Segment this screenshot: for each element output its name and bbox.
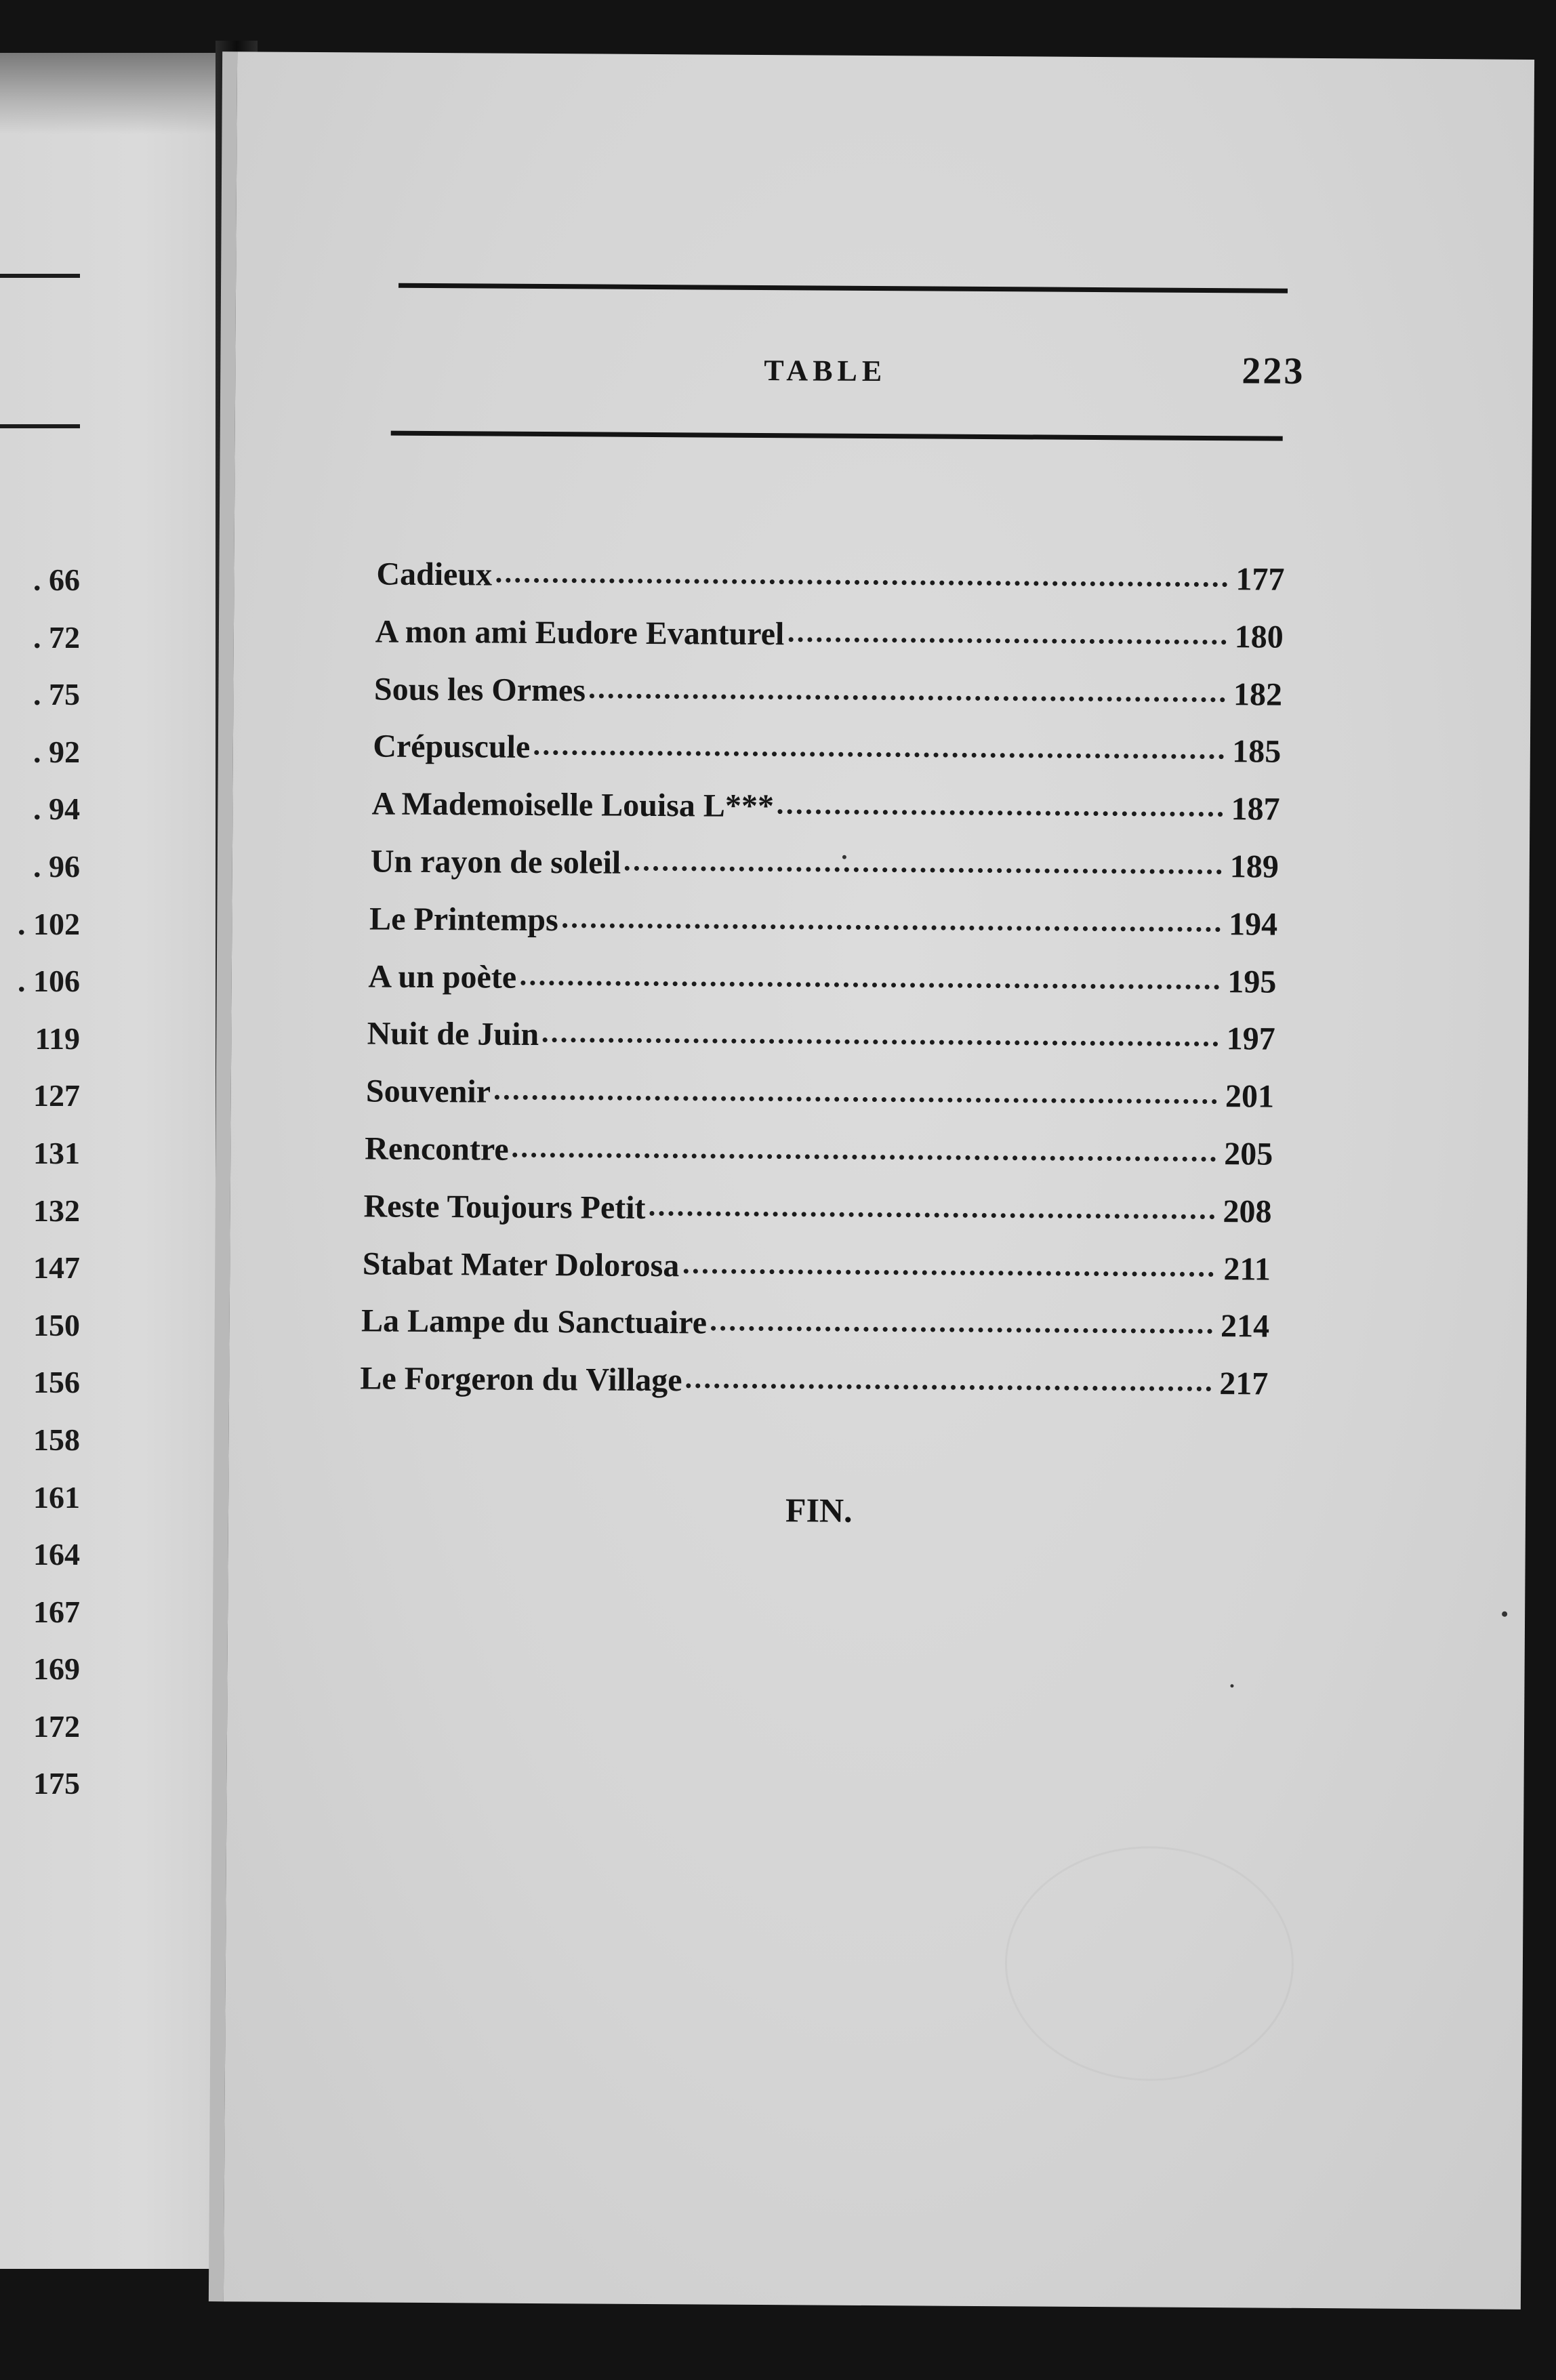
header-rule [391,431,1283,441]
toc-entry [363,1185,1271,1248]
page-reference: . 96 [0,845,80,903]
toc-entry-title: Rencontre [365,1130,509,1168]
top-rule [398,283,1288,293]
page-reference: . 94 [0,787,80,845]
dot-leader [686,1383,1211,1391]
toc-entry [366,1070,1274,1133]
top-rule [0,274,80,278]
header-rule [0,424,80,428]
toc-entry [375,610,1283,673]
page-reference: . 102 [0,903,80,960]
toc-entry-title: Nuit de Juin [367,1015,539,1053]
dot-leader [778,809,1223,817]
current-page [209,52,1534,2310]
page-reference: 119 [35,1021,80,1056]
toc-entry [367,1012,1275,1075]
toc-entry-title: A un poète [368,958,517,996]
toc-entry-page: 185 [1232,733,1282,771]
toc-entry-page: 194 [1228,905,1278,943]
toc-entry-page: 180 [1234,619,1284,655]
dot-leader [590,693,1225,702]
table-of-contents [360,553,1285,1420]
page-number: 223 [1242,350,1305,392]
end-mark: FIN. [785,1491,853,1530]
toc-entry-title: Stabat Mater Dolorosa [362,1245,680,1284]
previous-page-numbers [0,558,80,1820]
toc-entry [360,1357,1268,1420]
dot-leader [534,750,1224,759]
page-reference: 147 [33,1250,80,1286]
toc-entry [361,1300,1269,1363]
page-reference: . 75 [0,673,80,731]
toc-entry-page: 197 [1226,1021,1275,1058]
page-reference: 150 [33,1307,80,1342]
toc-entry-page: 201 [1225,1078,1275,1115]
page-reference: 131 [33,1135,80,1170]
toc-entry-title: Souvenir [365,1073,491,1110]
toc-entry-page: 182 [1233,676,1283,713]
dot-leader [649,1211,1214,1219]
page-header-title: TABLE [764,354,887,388]
speck [1230,1684,1233,1687]
page-reference: 175 [33,1766,80,1801]
toc-entry-title: Le Printemps [369,901,558,938]
toc-entry-page: 211 [1223,1250,1271,1288]
toc-entry-page: 205 [1224,1136,1273,1172]
toc-entry [374,668,1282,731]
toc-entry [369,897,1277,960]
dot-leader [788,637,1226,644]
toc-entry-page: 214 [1220,1308,1270,1345]
page-reference: 156 [33,1365,80,1400]
dot-leader [513,1153,1216,1162]
toc-entry-page: 208 [1223,1193,1272,1230]
page-reference: . 106 [0,960,80,1017]
dot-leader [495,1095,1217,1105]
page-shadow [0,53,237,134]
toc-entry-page: 187 [1231,791,1280,827]
speck [842,855,846,859]
dot-leader [711,1326,1212,1334]
toc-entry-title: La Lampe du Sanctuaire [361,1302,708,1341]
toc-entry-title: Cadieux [376,556,493,593]
page-reference: 158 [33,1422,80,1457]
toc-entry-title: Reste Toujours Petit [363,1188,646,1226]
toc-entry-title: A Mademoiselle Louisa L*** [371,785,775,825]
page-reference: 132 [33,1193,80,1228]
faint-stamp [1004,1845,1294,2082]
toc-entry [371,840,1279,903]
page-reference: . 72 [0,616,80,674]
dot-leader [625,866,1222,874]
toc-entry-page: 177 [1235,561,1285,598]
toc-entry-title: A mon ami Eudore Evanturel [375,613,785,652]
page-reference: 172 [33,1708,80,1744]
page-reference: 169 [33,1651,80,1687]
toc-entry-title: Crépuscule [373,728,531,766]
toc-entry [363,1242,1271,1305]
page-reference: 164 [33,1537,80,1572]
page-reference: 161 [33,1479,80,1515]
toc-entry-page: 195 [1227,963,1277,1000]
dot-leader [562,923,1221,932]
page-reference: 167 [33,1594,80,1629]
toc-entry-title: Sous les Ormes [373,671,586,709]
speck [1502,1612,1507,1617]
dot-leader [520,980,1219,989]
dot-leader [543,1038,1219,1046]
toc-entry-page: 189 [1229,848,1279,885]
page-reference: 127 [33,1078,80,1113]
page-reference: . 66 [0,558,80,616]
toc-entry [373,725,1281,788]
toc-entry [368,955,1276,1018]
toc-entry [371,783,1279,846]
toc-entry [376,553,1284,616]
dot-leader [496,578,1227,588]
toc-entry-page: 217 [1219,1366,1269,1402]
dot-leader [683,1269,1214,1277]
toc-entry-title: Un rayon de soleil [370,843,621,881]
toc-entry-title: Le Forgeron du Village [360,1360,682,1399]
toc-entry [365,1127,1273,1190]
page-reference: . 92 [0,731,80,788]
previous-page [0,53,237,2269]
